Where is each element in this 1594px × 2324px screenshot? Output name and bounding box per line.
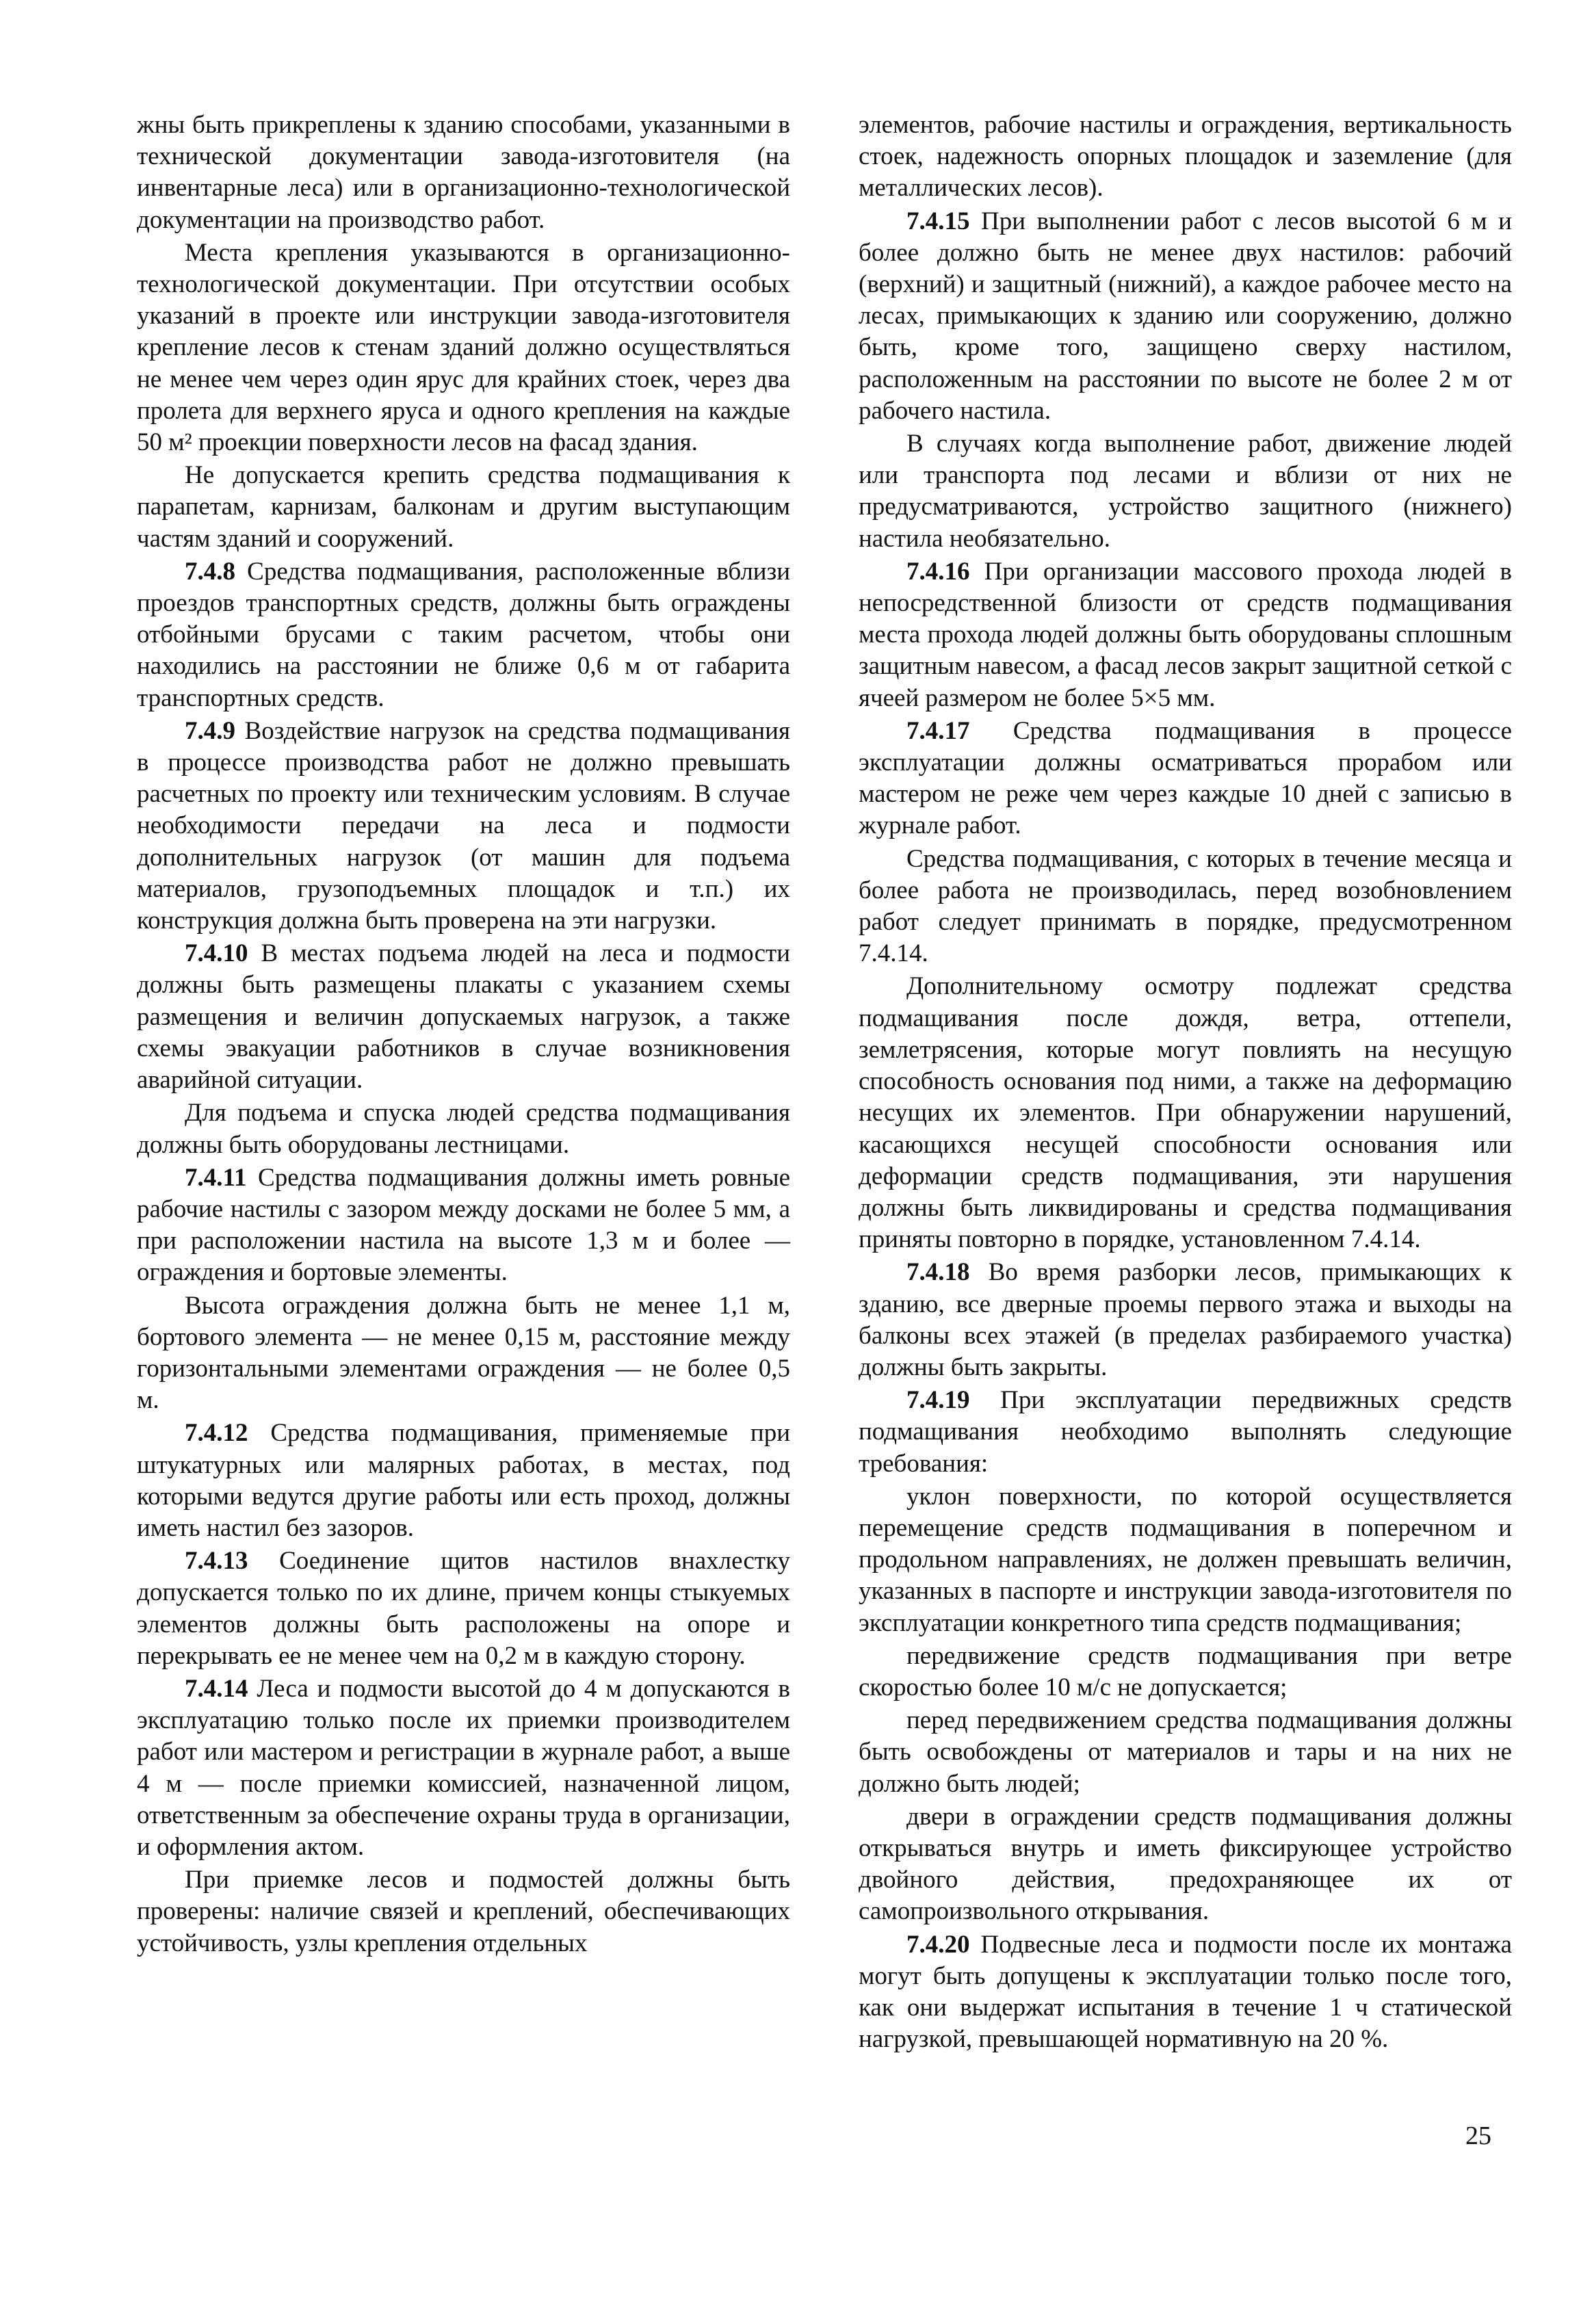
paragraph-text: элементов, рабочие настилы и ограждения, вертикальность стоек, надежность опорных площадок и заземление (для металлических лесов). — [859, 111, 1512, 203]
clause-number: 7.4.19 — [906, 1386, 970, 1415]
paragraph-text: При выполнении работ с лесов высотой 6 м и более должно быть не менее двух настилов: рабочий (верхний) и защитный (нижний), а каждое рабочее место на лесах, примыкающих к зданию или сооружению, должно быть, кроме того, защищено сверху настилом, расположенным на расстоянии по высоте не более 2 м от рабочего настила. — [859, 207, 1512, 425]
clause-number: 7.4.9 — [185, 716, 235, 745]
clause-number: 7.4.12 — [185, 1419, 248, 1448]
paragraph-text: Дополнительному осмотру подлежат средства подмащивания после дождя, ветра, оттепели, землетрясения, которые могут повлиять на несущую способность основания под ними, а также на деформацию несущих их элементов. При обнаружении нарушений, касающихся несущей способности основания или деформации средств подмащивания, эти нарушения должны быть ликвидированы и средства подмащивания приняты повторно в порядке, установленном 7.4.14. — [859, 972, 1512, 1254]
paragraph — [859, 206, 1512, 427]
paragraph — [859, 1641, 1512, 1703]
paragraph — [137, 237, 790, 458]
paragraph-text: При организации массового прохода людей в непосредственной близости от средств подмащивания места прохода людей должны быть оборудованы сплошным защитным навесом, а фасад лесов закрыт защитной сеткой с ячеей размером не более 5×5 мм. — [859, 557, 1512, 712]
paragraph — [137, 1097, 790, 1160]
paragraph — [859, 1481, 1512, 1639]
paragraph — [859, 1929, 1512, 2056]
clause-number: 7.4.13 — [185, 1547, 248, 1576]
paragraph — [859, 971, 1512, 1255]
paragraph — [859, 428, 1512, 555]
clause-number: 7.4.20 — [906, 1930, 970, 1959]
paragraph-text: Средства подмащивания, расположенные вблизи проездов транспортных средств, должны быть ограждены отбойными брусами с таким расчетом, чтобы они находились на расстоянии не ближе 0,6 м от габарита транспортных средств. — [137, 557, 790, 712]
paragraph — [859, 716, 1512, 842]
paragraph — [859, 109, 1512, 205]
paragraph-text: Во время разборки лесов, примыкающих к зданию, все дверные проемы первого этажа и выходы на балконы всех этажей (в пределах разбираемого участка) должны быть закрыты. — [859, 1258, 1512, 1381]
paragraph — [137, 1290, 790, 1417]
page-number: 25 — [1465, 2121, 1491, 2150]
paragraph-text: двери в ограждении средств подмащивания должны открываться внутрь и иметь фиксирующее устройство двойного действия, предохраняющее их от самопроизвольного открывания. — [859, 1802, 1512, 1926]
paragraph — [137, 1673, 790, 1863]
paragraph-text: Средства подмащивания, с которых в течение месяца и более работа не производилась, перед возобновлением работ следует принимать в порядке, предусмотренном 7.4.14. — [859, 844, 1512, 968]
paragraph-text: Места крепления указываются в организационно-технологической документации. При отсутствии особых указаний в проекте или инструкции завода-изготовителя крепление лесов к стенам зданий должно осуществляться не менее чем через один ярус для крайних стоек, через два пролета для верхнего яруса и одного крепления на каждые 50 м² проекции поверхности лесов на фасад здания. — [137, 238, 790, 457]
paragraph-text: В местах подъема людей на леса и подмости должны быть размещены плакаты с указанием схемы размещения и величин допускаемых нагрузок, а также схемы эвакуации работников в случае возникновения аварийной ситуации. — [137, 939, 790, 1095]
paragraph — [137, 1418, 790, 1544]
clause-number: 7.4.11 — [185, 1163, 247, 1192]
clause-number: 7.4.8 — [185, 557, 235, 586]
paragraph-text: Средства подмащивания, применяемые при штукатурных или малярных работах, в местах, под которыми ведутся другие работы или есть проход, должны иметь настил без зазоров. — [137, 1419, 790, 1542]
paragraph — [137, 1545, 790, 1672]
paragraph-text: уклон поверхности, по которой осуществляется перемещение средств подмащивания в поперечном и продольном направлениях, не должен превышать величин, указанных в паспорте и инструкции завода-изготовителя по эксплуатации конкретного типа средств подмащивания; — [859, 1482, 1512, 1637]
clause-number: 7.4.17 — [906, 716, 970, 745]
paragraph — [859, 1257, 1512, 1383]
clause-number: 7.4.18 — [906, 1258, 970, 1287]
paragraph-text: жны быть прикреплены к зданию способами, указанными в технической документации завода-изготовителя (на инвентарные леса) или в организационно-технологической документации на производство работ. — [137, 111, 790, 234]
paragraph-text: Высота ограждения должна быть не менее 1,1 м, бортового элемента — не менее 0,15 м, расстояние между горизонтальными элементами ограждения — не более 0,5 м. — [137, 1291, 790, 1415]
paragraph-text: перед передвижением средства подмащивания должны быть освобождены от материалов и тары и на них не должно быть людей; — [859, 1706, 1512, 1798]
clause-number: 7.4.10 — [185, 939, 248, 968]
paragraph — [859, 844, 1512, 970]
clause-number: 7.4.15 — [906, 207, 970, 235]
paragraph — [137, 716, 790, 937]
paragraph-text: Воздействие нагрузок на средства подмащивания в процессе производства работ не должно превышать расчетных по проекту или техническим условиям. В случае необходимости передачи на леса и подмости дополнительных нагрузок (от машин для подъема материалов, грузоподъемных площадок и т.п.) их конструкция должна быть проверена на эти нагрузки. — [137, 716, 790, 935]
clause-number: 7.4.14 — [185, 1674, 248, 1703]
paragraph-text: Средства подмащивания в процессе эксплуатации должны осматриваться прорабом или мастером не реже чем через каждые 10 дней с записью в журнале работ. — [859, 716, 1512, 840]
paragraph-text: Подвесные леса и подмости после их монтажа могут быть допущены к эксплуатации только после того, как они выдержат испытания в течение 1 ч статической нагрузкой, превышающей нормативную на 20 %. — [859, 1930, 1512, 2054]
paragraph — [137, 1162, 790, 1289]
paragraph-text: При приемке лесов и подмостей должны быть проверены: наличие связей и креплений, обеспечивающих устойчивость, узлы крепления отдельных — [137, 1866, 790, 1957]
paragraph-text: Соединение щитов настилов внахлестку допускается только по их длине, причем концы стыкуемых элементов должны быть расположены на опоре и перекрывать ее не менее чем на 0,2 м в каждую сторону. — [137, 1547, 790, 1670]
paragraph-text: передвижение средств подмащивания при ветре скоростью более 10 м/с не допускается; — [859, 1641, 1512, 1701]
paragraph — [137, 460, 790, 555]
paragraph-text: Средства подмащивания должны иметь ровные рабочие настилы с зазором между досками не более 5 мм, а при расположении настила на высоте 1,3 м и более — ограждения и бортовые элементы. — [137, 1163, 790, 1287]
paragraph — [137, 938, 790, 1096]
paragraph — [137, 1864, 790, 1959]
paragraph-text: Не допускается крепить средства подмащивания к парапетам, карнизам, балконам и другим выступающим частям зданий и сооружений. — [137, 461, 790, 553]
paragraph — [859, 1801, 1512, 1928]
paragraph — [859, 1705, 1512, 1800]
paragraph-text: Леса и подмости высотой до 4 м допускаются в эксплуатацию только после их приемки производителем работ или мастером и регистрации в журнале работ, а выше 4 м — после приемки комиссией, назначенной лицом, ответственным за обеспечение охраны труда в организации, и оформления актом. — [137, 1674, 790, 1861]
left-column — [137, 109, 790, 1959]
paragraph-text: В случаях когда выполнение работ, движение людей или транспорта под лесами и вблизи от них не предусматриваются, устройство защитного (нижнего) настила необязательно. — [859, 430, 1512, 553]
paragraph-text: Для подъема и спуска людей средства подмащивания должны быть оборудованы лестницами. — [137, 1099, 790, 1159]
paragraph — [859, 556, 1512, 714]
right-column — [859, 109, 1512, 2055]
paragraph — [137, 109, 790, 236]
paragraph — [859, 1385, 1512, 1480]
paragraph — [137, 556, 790, 714]
clause-number: 7.4.16 — [906, 557, 970, 586]
paragraph-text: При эксплуатации передвижных средств подмащивания необходимо выполнять следующие требования: — [859, 1386, 1512, 1478]
